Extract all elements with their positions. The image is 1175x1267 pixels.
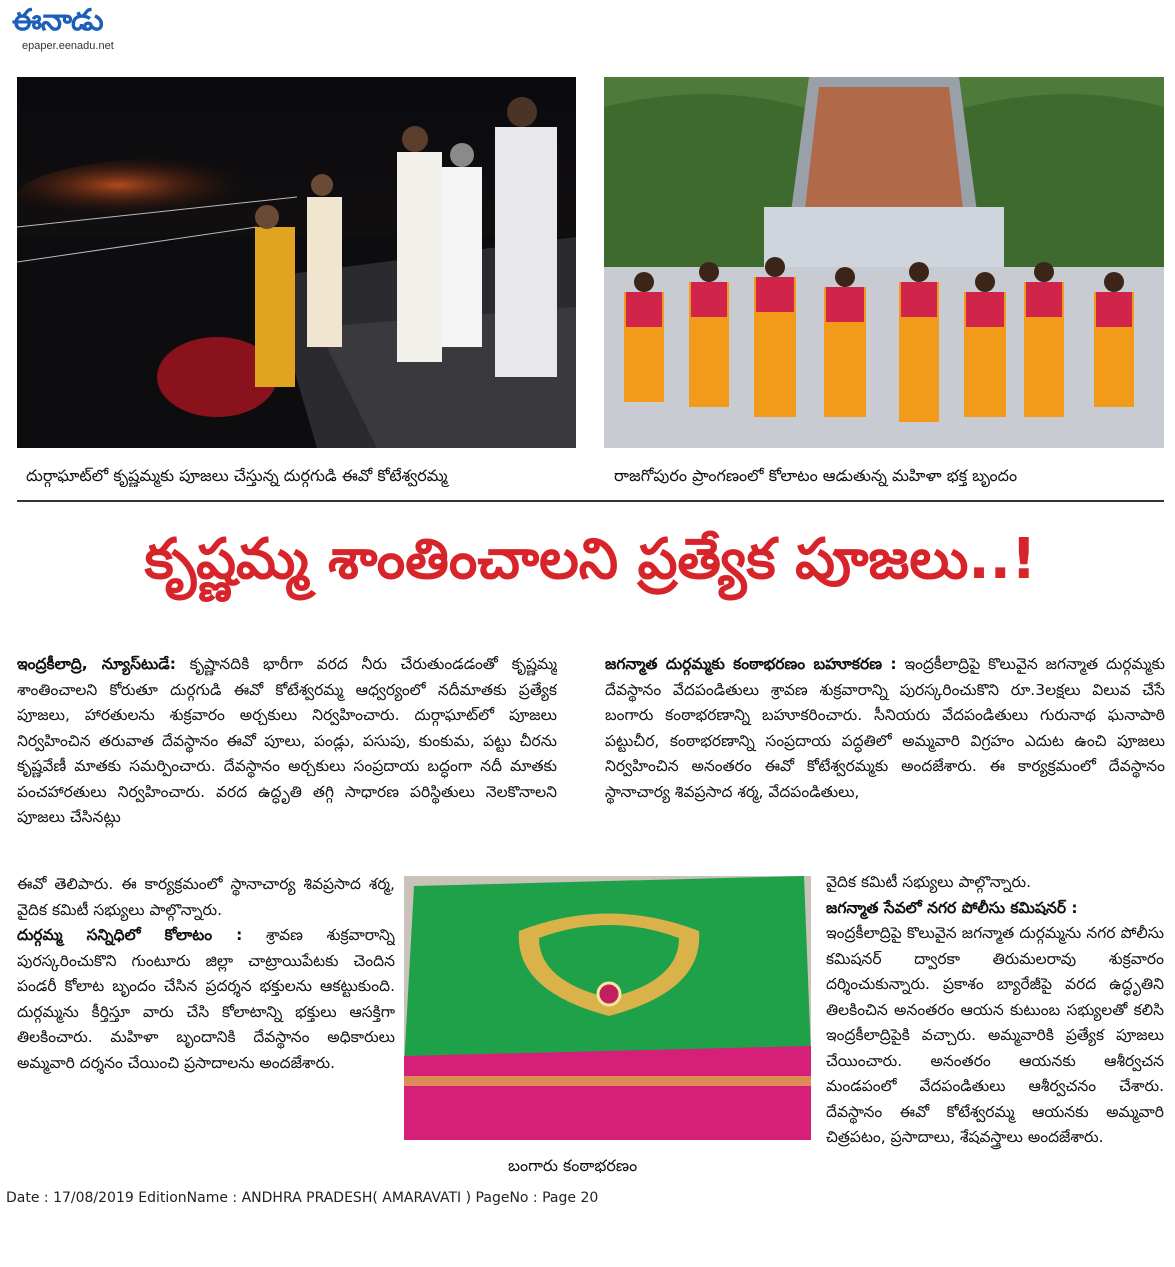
intro-body-continued: ఈవో తెలిపారు. ఈ కార్యక్రమంలో స్థానాచార్య శివప్రసాద శర్మ, వైదిక కమిటీ సభ్యులు పాల్గొన్నారు. [17, 875, 395, 919]
photo-caption-temple-kolatam: రాజగోపురం ప్రాంగణంలో కోలాటం ఆడుతున్న మహిళా భక్త బృందం [614, 466, 1018, 485]
kolatam-body: శ్రావణ శుక్రవారాన్ని పురస్కరించుకొని గుంటూరు జిల్లా చాట్రాయిపేటకు చెందిన పండరీ కోలాట బృందం చేసిన ప్రదర్శన భక్తులను ఆకట్టుకుంది. దుర్గమ్మను కీర్తిస్తూ వారు చేసి కోలాటాన్ని భక్తులు ఆసక్తిగా తిలకించారు. మహిళా బృందానికి దేవస్థానం అధికారులు అమ్మవారి దర్శనం చేయించి ప్రసాదాలను అందజేశారు. [17, 926, 395, 1072]
edition-footer: Date : 17/08/2019 EditionName : ANDHRA PRADESH( AMARAVATI ) PageNo : Page 20 [6, 1190, 599, 1206]
article-jewel-section [605, 652, 1165, 870]
subheading-police: జగన్మాత సేవలో నగర పోలీసు కమిషనర్ : [826, 898, 1078, 917]
intro-body: కృష్ణానదికి భారీగా వరద నీరు చేరుతుండడంతో కృష్ణమ్మ శాంతించాలని కోరుతూ దుర్గగుడి ఈవో కోటేశ్వరమ్మ ఆధ్వర్యంలో నదీమాతకు ప్రత్యేక పూజలు, హారతులను శుక్రవారం అర్చకులు నిర్వహించారు. దుర్గాఘాట్‌లో పూజలు నిర్వహించిన తరువాత దేవస్థానం ఈవో పూలు, పండ్లు, పసుపు, కుంకుమ, పట్టు చీరను కృష్ణవేణీ మాతకు సమర్పించారు. దేవస్థానం అర్చకులు సంప్రదాయ బద్ధంగా నదీ మాతకు పంచహారతులు నిర్వహించారు. వరద ఉద్ధృతి తగ్గి సాధారణ పరిస్థితులు నెలకొనాలని పూజలు చేసినట్లు [17, 655, 557, 826]
jewel-body-continued: వైదిక కమిటీ సభ్యులు పాల్గొన్నారు. [826, 873, 1032, 891]
subheading-kolatam: దుర్గమ్మ సన్నిధిలో కోలాటం : [17, 926, 243, 944]
photo-caption-night-ghat: దుర్గాఘాట్‌లో కృష్ణమ్మకు పూజలు చేస్తున్న దుర్గగుడి ఈవో కోటేశ్వరమ్మ [26, 466, 448, 485]
photo-temple-kolatam [604, 77, 1164, 448]
article-right-lower [826, 870, 1164, 1180]
subheading-jewel: జగన్మాత దుర్గమ్మకు కంఠాభరణం బహూకరణ : [605, 655, 897, 673]
article-left-lower [17, 872, 395, 1177]
police-body: ఇంద్రకీలాద్రిపై కొలువైన జగన్మాత దుర్గమ్మను నగర పోలీసు కమిషనర్ ద్వారకా తిరుమలరావు శుక్రవారం దర్శించుకున్నారు. ప్రకాశం బ్యారేజీపై వరద ఉద్ధృతిని తిలకించిన అనంతరం ఆయన కుటుంబ సభ్యులతో కలిసి ఇంద్రకీలాద్రిపైకి వచ్చారు. అమ్మవారికి ప్రత్యేక పూజలు చేయించారు. అనంతరం ఆయనకు ఆశీర్వచన మండపంలో వేదపండితులు ఆశీర్వచనం చేశారు. దేవస్థానం ఈవో కోటేశ్వరమ్మ ఆయనకు అమ్మవారి చిత్రపటం, ప్రసాదాలు, శేషవస్త్రాలు అందజేశారు. [826, 924, 1164, 1146]
section-divider [17, 500, 1164, 502]
photo-night-ghat-puja [17, 77, 576, 448]
jewel-body: ఇంద్రకీలాద్రిపై కొలువైన జగన్మాత దుర్గమ్మకు దేవస్థానం వేదపండితులు శ్రావణ శుక్రవారాన్ని పురస్కరించుకొని రూ.3లక్షలు విలువ చేసే బంగారు కంఠాభరణాన్ని బహూకరించారు. సీనియరు వేదపండితులు గురునాథ ఘనాపాఠి పట్టుచీర, కంఠాభరణాన్ని సంప్రదాయ పద్ధతిలో అమ్మవారి విగ్రహం ఎదుట ఉంచి పూజలు నిర్వహించిన అనంతరం ఈవో కోటేశ్వరమ్మకు అందజేశారు. ఈ కార్యక్రమంలో దేవస్థానం స్థానాచార్య శివప్రసాద శర్మ, వేదపండితులు, [605, 655, 1165, 801]
photo-caption-gold-necklace: బంగారు కంఠాభరణం [508, 1156, 638, 1175]
logo-wordmark: ఈనాడు [12, 3, 103, 38]
article-intro [17, 652, 557, 872]
logo-url: epaper.eenadu.net [22, 40, 114, 52]
eenadu-logo[interactable] [10, 4, 145, 52]
dateline: ఇంద్రకీలాద్రి, న్యూస్‌టుడే: [17, 655, 176, 673]
photo-gold-necklace [404, 876, 811, 1140]
headline: కృష్ణమ్మ శాంతించాలని ప్రత్యేక పూజలు..! [144, 527, 1037, 592]
